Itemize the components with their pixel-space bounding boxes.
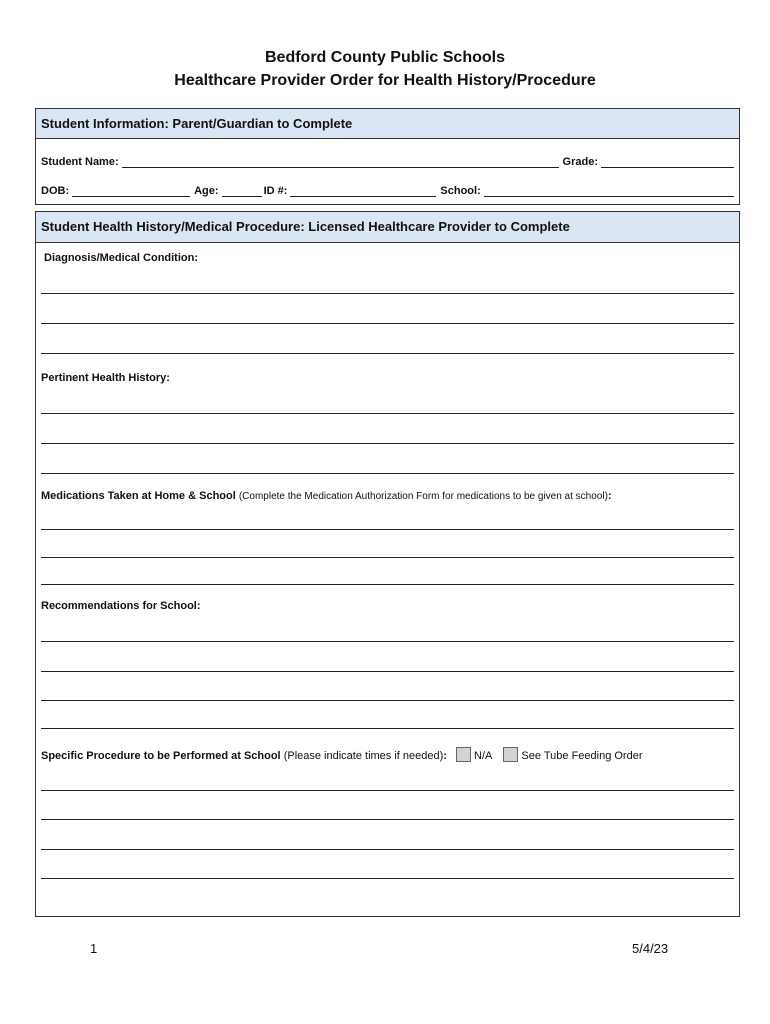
history-line-2[interactable]: [41, 443, 734, 444]
medications-note: (Complete the Medication Authorization Form for medications to be given at school): [238, 491, 608, 502]
na-checkbox[interactable]: [456, 747, 471, 762]
health-history-label: Pertinent Health History:: [41, 372, 170, 384]
diagnosis-label: Diagnosis/Medical Condition:: [44, 252, 199, 264]
medications-line-1[interactable]: [41, 529, 734, 530]
medications-heading: [41, 490, 612, 502]
health-history-section: [35, 211, 740, 917]
recommendations-line-2[interactable]: [41, 671, 734, 672]
diagnosis-line-2[interactable]: [41, 323, 734, 324]
diagnosis-line-3[interactable]: [41, 353, 734, 354]
recommendations-line-3[interactable]: [41, 700, 734, 701]
history-line-1[interactable]: [41, 413, 734, 414]
medications-colon: :: [607, 490, 612, 502]
page-number: 1: [90, 941, 98, 956]
procedure-line-2[interactable]: [41, 819, 734, 820]
grade-label: Grade:: [562, 156, 598, 168]
tube-feeding-checkbox[interactable]: [503, 747, 518, 762]
student-name-field[interactable]: [122, 155, 559, 168]
student-details-row: [41, 181, 734, 197]
student-name-label: Student Name:: [41, 156, 119, 168]
history-line-3[interactable]: [41, 473, 734, 474]
recommendations-line-4[interactable]: [41, 728, 734, 729]
age-field[interactable]: [222, 184, 262, 197]
grade-field[interactable]: [601, 155, 734, 168]
form-subtitle: Healthcare Provider Order for Health History/Procedure: [174, 72, 596, 89]
procedure-colon: :: [443, 750, 447, 762]
procedure-line-1[interactable]: [41, 790, 734, 791]
dob-label: DOB:: [41, 185, 70, 197]
school-label: School:: [440, 185, 481, 197]
school-field[interactable]: [484, 184, 734, 197]
id-field[interactable]: [290, 184, 436, 197]
medications-line-3[interactable]: [41, 584, 734, 585]
student-info-heading: Student Information: Parent/Guardian to Complete: [36, 109, 739, 139]
revision-date: 5/4/23: [632, 941, 669, 956]
medications-label: Medications Taken at Home & School: [41, 490, 236, 502]
recommendations-line-1[interactable]: [41, 641, 734, 642]
student-name-row: [41, 152, 734, 168]
recommendations-label: Recommendations for School:: [41, 600, 201, 612]
diagnosis-line-1[interactable]: [41, 293, 734, 294]
form-title: Bedford County Public Schools: [264, 49, 505, 66]
procedure-line-4[interactable]: [41, 878, 734, 879]
id-label: ID #:: [263, 185, 288, 197]
na-option-label: N/A: [474, 750, 493, 762]
procedure-label: Specific Procedure to be Performed at School: [41, 750, 281, 762]
procedure-line-3[interactable]: [41, 849, 734, 850]
procedure-note: (Please indicate times if needed): [283, 750, 444, 762]
procedure-heading: [41, 747, 643, 762]
student-info-section: [35, 108, 740, 205]
health-history-heading: Student Health History/Medical Procedure: Licensed Healthcare Provider to Complete: [36, 212, 739, 243]
dob-field[interactable]: [72, 184, 190, 197]
medications-line-2[interactable]: [41, 557, 734, 558]
tube-feeding-option-label: See Tube Feeding Order: [521, 750, 643, 762]
age-label: Age:: [194, 185, 219, 197]
